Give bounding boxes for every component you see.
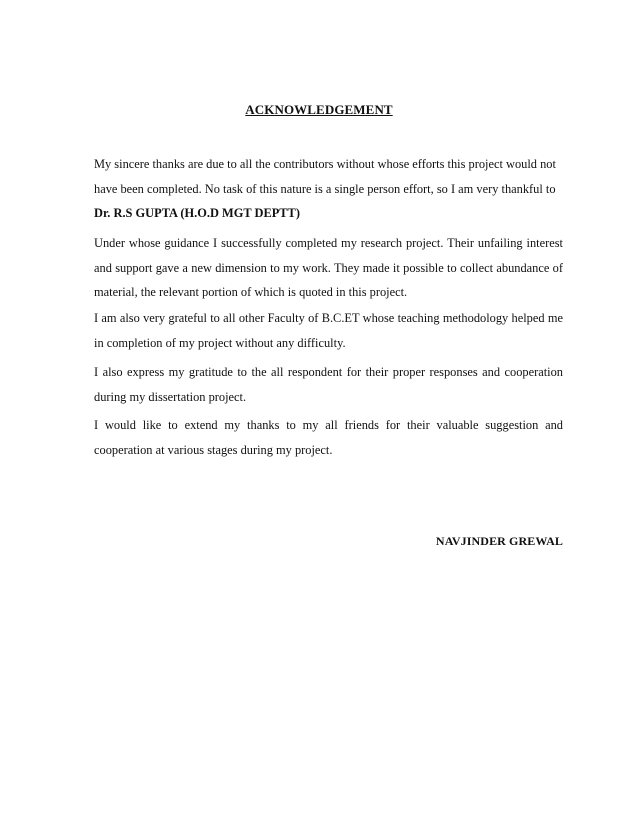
paragraph-friends: I would like to extend my thanks to my all friends for their valuable suggestion and cooperation at various stages during my project. [94, 418, 563, 457]
paragraph-thanks-line-2: have been completed. No task of this nature is a single person effort, so I am very thankful to [94, 181, 556, 196]
paragraph-faculty: I am also very grateful to all other Faculty of B.C.ET whose teaching methodology helped me in completion of my project without any difficulty. [94, 311, 563, 350]
paragraph-guidance: Under whose guidance I successfully completed my research project. Their unfailing interest and support gave a new dimension to my work. They made it possible to collect abundance of material, the relevant portion of which is quoted in this project. [94, 236, 563, 299]
paragraph-thanks [94, 152, 563, 226]
paragraph-thanks-line-1: My sincere thanks are due to all the contributors without whose efforts this project would not [94, 157, 556, 171]
signature-name: NAVJINDER GREWAL [435, 534, 563, 548]
page-title: ACKNOWLEDGEMENT [245, 102, 393, 117]
guide-name: Dr. R.S GUPTA (H.O.D MGT DEPTT) [94, 206, 300, 220]
paragraph-respondents: I also express my gratitude to the all respondent for their proper responses and cooperation during my dissertation project. [94, 365, 563, 404]
